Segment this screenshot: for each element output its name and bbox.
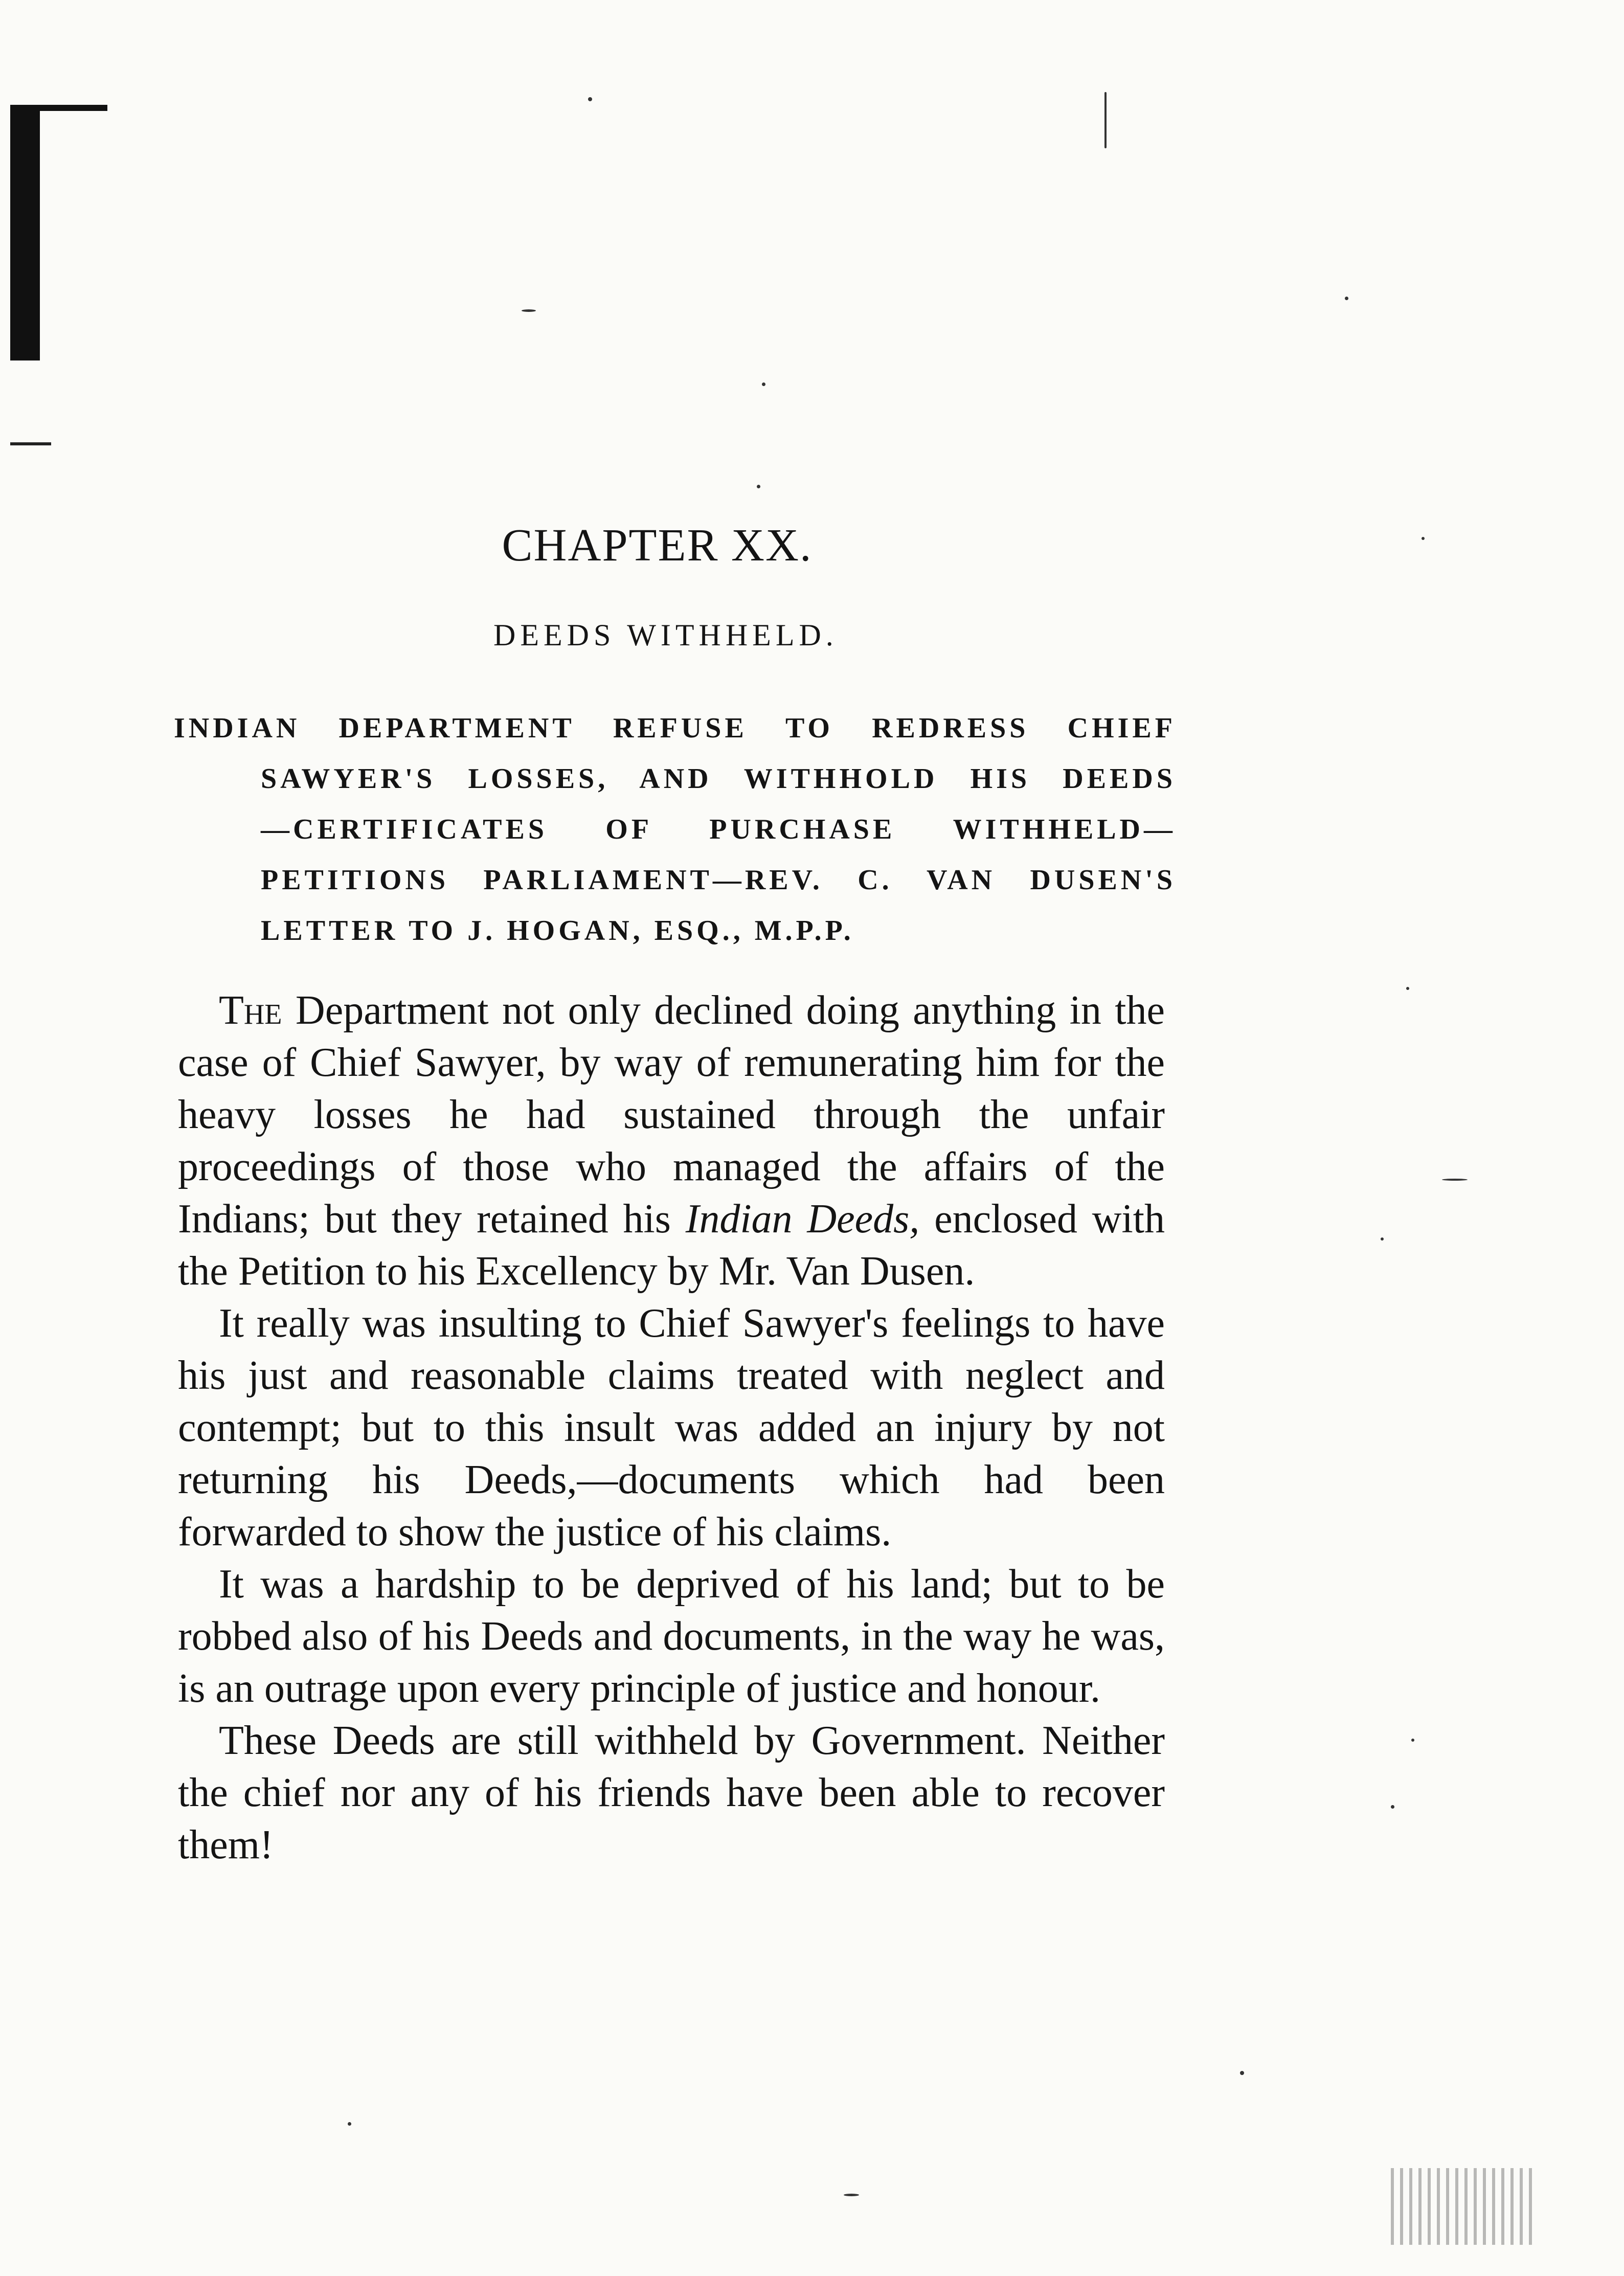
- body-text: [178, 984, 1165, 1871]
- scan-speck: [1381, 1237, 1384, 1241]
- scan-speck: [762, 382, 765, 386]
- scan-speck: [1391, 2168, 1534, 2245]
- scan-speck: [1391, 1805, 1394, 1809]
- italic-phrase: Indian Deeds,: [685, 1197, 920, 1242]
- margin-dash-mark: [10, 442, 51, 445]
- paragraph: It really was insulting to Chief Sawyer's feelings to have his just and reasonable claims treated with neglect and contempt; but to this insult was added an injury by not returning his Deeds,—documents which had been forwarded to show the justice of his claims.: [178, 1301, 1165, 1554]
- synopsis-line: PETITIONS PARLIAMENT—REV. C. VAN DUSEN'S: [261, 864, 1176, 896]
- chapter-subtitle: DEEDS WITHHELD.: [493, 618, 838, 652]
- paragraph: [178, 984, 1165, 1297]
- scan-speck: [1406, 987, 1409, 990]
- opening-word: The: [219, 988, 282, 1033]
- scan-speck: [1104, 92, 1107, 148]
- chapter-title: CHAPTER XX.: [502, 520, 813, 571]
- scan-speck: [522, 309, 536, 312]
- synopsis-line: INDIAN DEPARTMENT REFUSE TO REDRESS CHIEF: [174, 712, 1176, 744]
- scan-speck: [1345, 297, 1348, 300]
- binding-bar-mark: [10, 105, 40, 360]
- synopsis-line: —CERTIFICATES OF PURCHASE WITHHELD—: [261, 814, 1176, 845]
- scan-speck: [757, 485, 760, 488]
- scan-speck: [1442, 1179, 1468, 1181]
- synopsis-line: SAWYER'S LOSSES, AND WITHHOLD HIS DEEDS: [261, 763, 1176, 795]
- paragraph-text: enclosed with the Petition to his Excellency by Mr. Van Dusen.: [178, 1197, 1165, 1294]
- chapter-synopsis: [174, 703, 1176, 956]
- scan-speck: [1411, 1739, 1414, 1742]
- scan-speck: [844, 2194, 859, 2196]
- scan-speck: [588, 97, 592, 101]
- paragraph: These Deeds are still withheld by Government. Neither the chief nor any of his friends have been able to recover them!: [178, 1718, 1165, 1867]
- paragraph-text: Department not only declined doing anything in the case of Chief Sawyer, by way of remunerating him for the heavy losses he had sustained through the unfair proceedings of those who managed the affairs of the Indians; but they retained his: [178, 988, 1165, 1242]
- scan-speck: [348, 2122, 351, 2126]
- synopsis-line: LETTER TO J. HOGAN, ESQ., M.P.P.: [261, 915, 854, 947]
- paragraph: It was a hardship to be deprived of his land; but to be robbed also of his Deeds and documents, in the way he was, is an outrage upon every principle of justice and honour.: [178, 1562, 1165, 1711]
- scan-speck: [1240, 2071, 1244, 2075]
- scan-speck: [1422, 537, 1425, 540]
